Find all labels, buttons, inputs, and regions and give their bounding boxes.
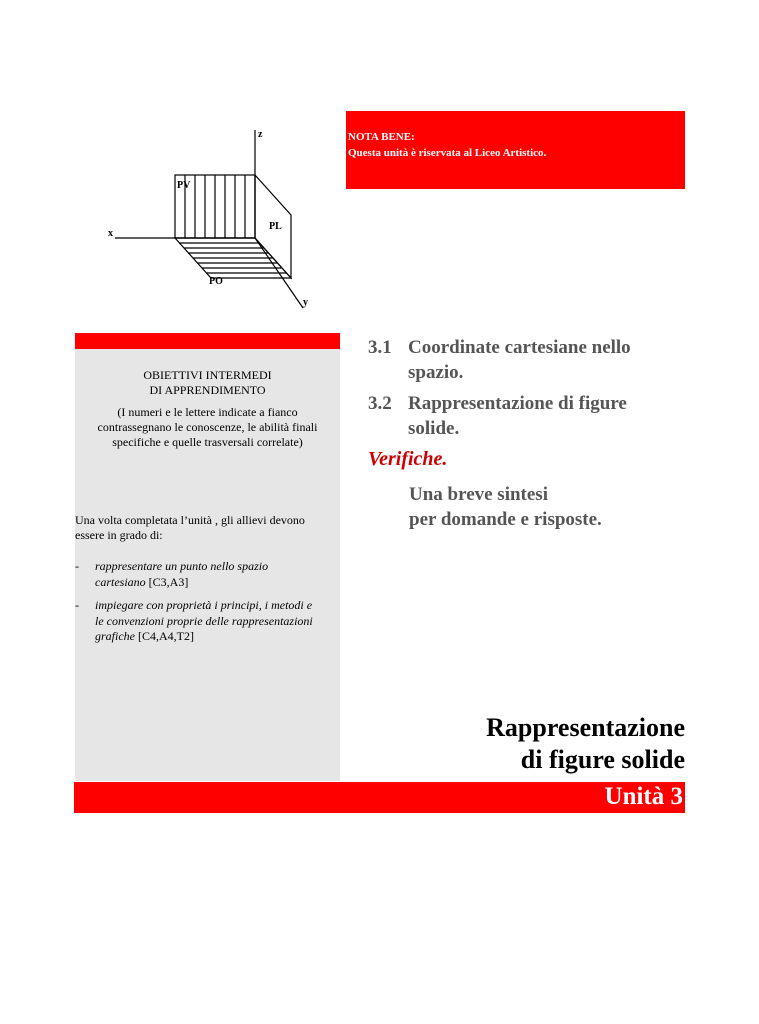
summary-text: Una breve sintesi per domande e risposte.: [409, 484, 602, 530]
y-label: y: [303, 297, 308, 308]
unit-title-line-1: Rappresentazione: [486, 713, 685, 742]
note-text: Questa unità è riservata al Liceo Artistico.: [348, 147, 547, 159]
pl-label: PL: [269, 221, 282, 232]
objectives-heading: OBIETTIVI INTERMEDI DI APPRENDIMENTO: [143, 368, 272, 397]
contents-number: 3.2: [368, 393, 392, 414]
note-box: [346, 111, 685, 189]
x-label: x: [108, 228, 113, 239]
unit-bar: [74, 782, 685, 813]
note-heading: NOTA BENE:: [348, 131, 415, 143]
objectives-header-bar: [75, 333, 340, 349]
z-label: z: [258, 129, 263, 140]
unit-number-label: Unità 3: [604, 783, 683, 810]
objectives-note: (I numeri e le lettere indicate a fianco contrassegnano le conoscenze, le abilità finali specifiche e quelle trasversali correlate): [97, 405, 318, 449]
unit-title-line-2: di figure solide: [520, 745, 685, 774]
contents-number: 3.1: [368, 337, 392, 358]
po-label: PO: [209, 276, 223, 287]
cartesian-planes-diagram: [95, 120, 335, 320]
pv-label: PV: [177, 180, 191, 191]
objectives-intro: Una volta completata l’unità , gli allievi devono essere in grado di:: [75, 513, 305, 542]
verifiche-heading: Verifiche.: [368, 448, 448, 470]
